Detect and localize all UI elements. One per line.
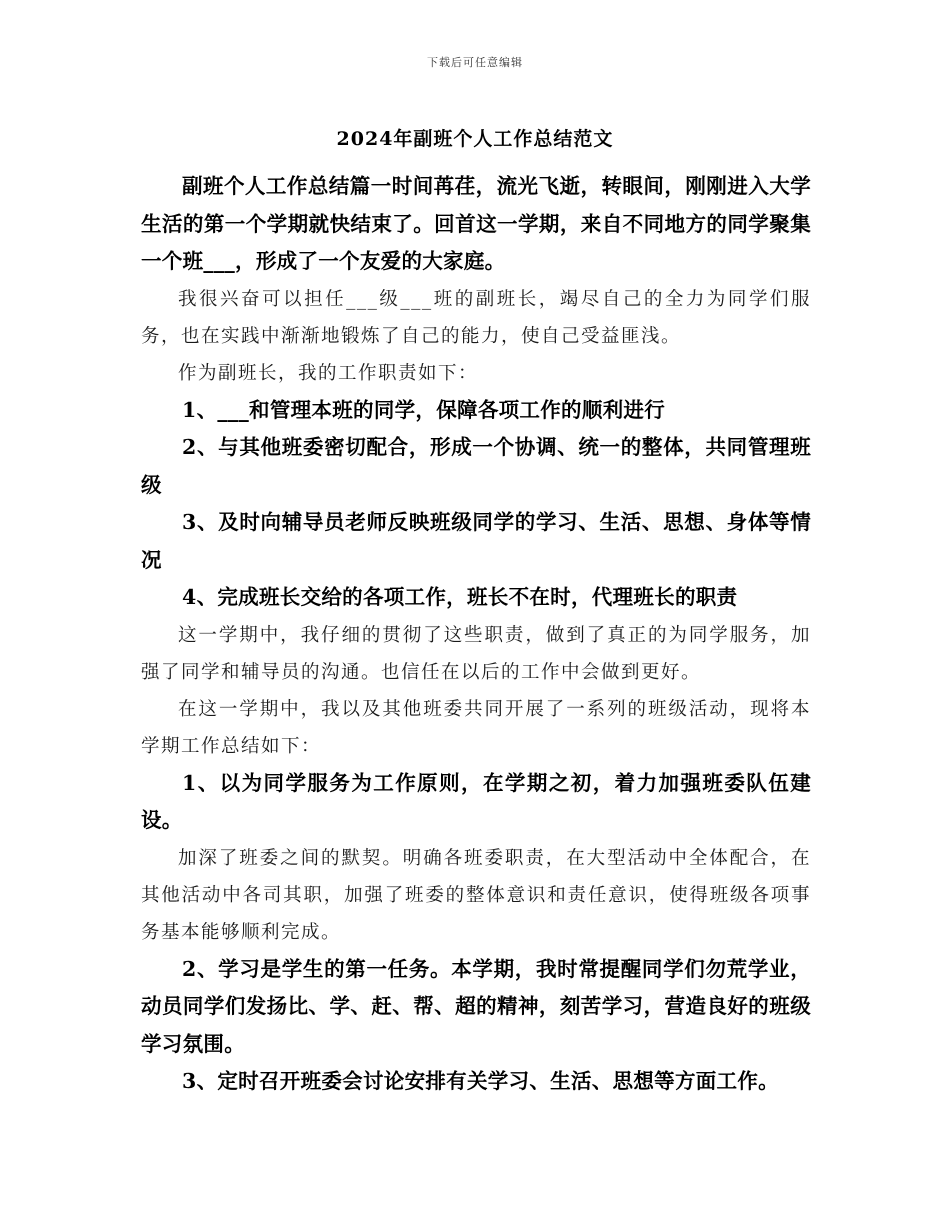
download-note: 下载后可任意编辑 [427,56,523,69]
document-body [141,168,811,1101]
paragraph-role: 我很兴奋可以担任___级___班的副班长，竭尽自己的全力为同学们服务，也在实践中渐渐地锻炼了自己的能力，使自己受益匪浅。 [141,288,811,347]
duty-item-4: 4、完成班长交给的各项工作，班长不在时，代理班长的职责 [182,585,738,609]
paragraph-intro: 副班个人工作总结篇一时间苒荏，流光飞逝，转眼间，刚刚进入大学生活的第一个学期就快结束了。回首这一学期，来自不同地方的同学聚集一个班___，形成了一个友爱的大家庭。 [141,174,811,273]
document-title: 2024年副班个人工作总结范文 [336,128,614,150]
summary-item-1-detail: 加深了班委之间的默契。明确各班委职责，在大型活动中全体配合，在其他活动中各司其职，加强了班委的整体意识和责任意识，使得班级各项事务基本能够顺利完成。 [141,847,811,943]
paragraph-reflection: 这一学期中，我仔细的贯彻了这些职责，做到了真正的为同学服务，加强了同学和辅导员的沟通。也信任在以后的工作中会做到更好。 [141,624,811,683]
summary-item-3: 3、定时召开班委会讨论安排有关学习、生活、思想等方面工作。 [182,1069,779,1093]
duty-item-1: 1、___和管理本班的同学，保障各项工作的顺利进行 [182,397,666,422]
paragraph-duties-heading: 作为副班长，我的工作职责如下： [178,362,479,384]
duty-item-3: 3、及时向辅导员老师反映班级同学的学习、生活、思想、身体等情况 [141,510,811,572]
duty-item-2: 2、与其他班委密切配合，形成一个协调、统一的整体，共同管理班级 [141,435,811,497]
summary-item-2: 2、学习是学生的第一任务。本学期，我时常提醒同学们勿荒学业，动员同学们发扬比、学、赶、帮、超的精神，刻苦学习，营造良好的班级学习氛围。 [141,956,811,1056]
summary-item-1: 1、以为同学服务为工作原则，在学期之初，着力加强班委队伍建设。 [141,770,811,832]
paragraph-summary-intro: 在这一学期中，我以及其他班委共同开展了一系列的班级活动，现将本学期工作总结如下： [141,698,811,757]
